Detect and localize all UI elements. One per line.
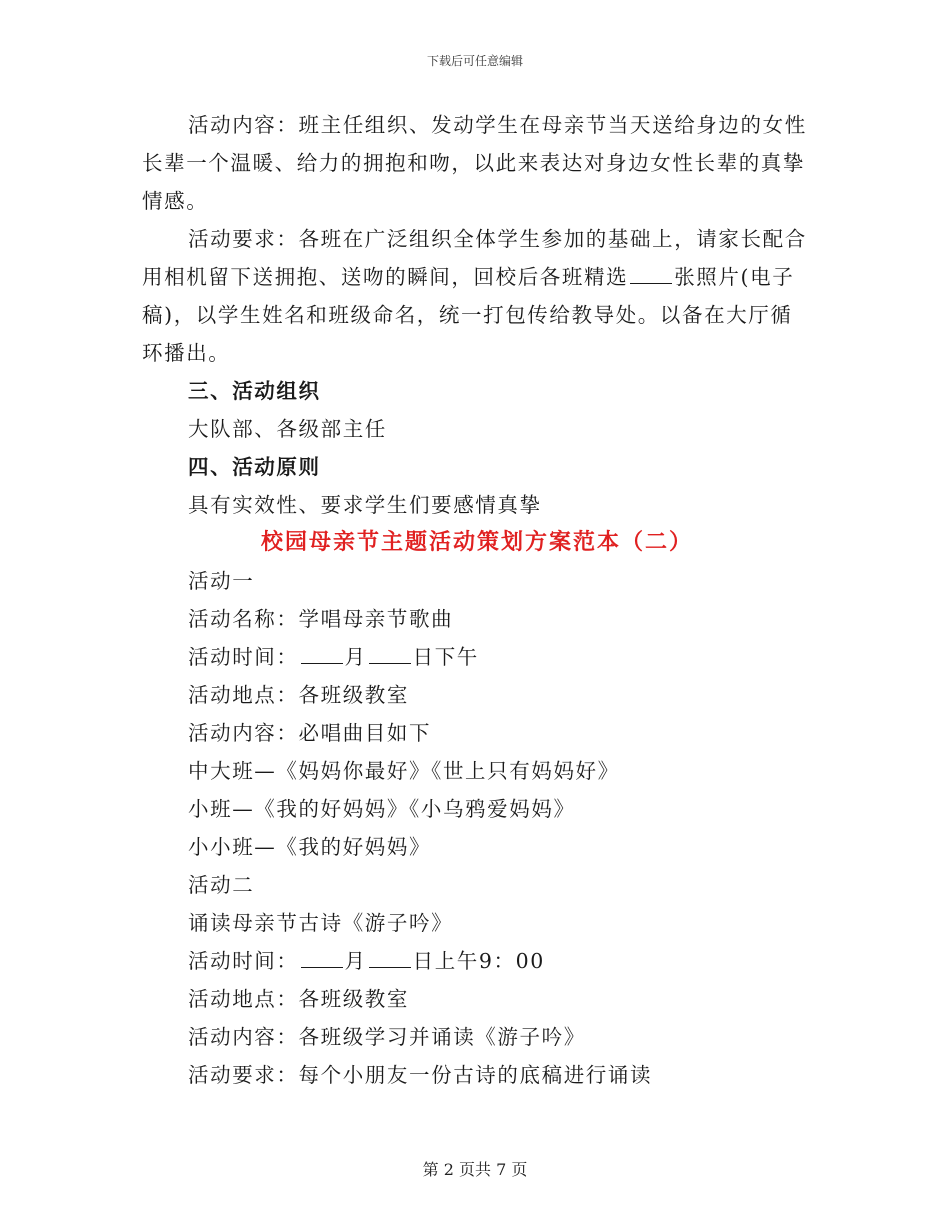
blank-line — [301, 645, 343, 664]
activity-two-label: 活动二 — [188, 873, 255, 897]
principles-text: 具有实效性、要求学生们要感情真挚 — [188, 493, 542, 517]
activity-one-name: 活动名称：学唱母亲节歌曲 — [188, 607, 454, 631]
blank-line — [630, 265, 672, 284]
requirements-text-start: 活动要求：各班在广泛组织全体学生参加的基础上，请家长配合用相机留下送拥抱、送吻的瞬间，回校后各班精选 — [142, 227, 807, 289]
time-day: 日下午 — [412, 645, 479, 669]
activity-one-time — [142, 638, 812, 676]
page-header: 下载后可任意编辑 — [426, 54, 523, 68]
paragraph-activity-content: 活动内容：班主任组织、发动学生在母亲节当天送给身边的女性长辈一个温暖、给力的拥抱和吻，以此来表达对身边女性长辈的真挚情感。 — [142, 113, 807, 213]
heading-principles: 四、活动原则 — [188, 455, 321, 479]
activity-two-content: 活动内容：各班级学习并诵读《游子吟》 — [188, 1025, 586, 1049]
song-list-item: 中大班—《妈妈你最好》《世上只有妈妈好》 — [188, 759, 620, 783]
paragraph-activity-requirements — [142, 220, 812, 372]
time-day: 日上午9：00 — [412, 949, 545, 973]
activity-two-place: 活动地点：各班级教室 — [188, 987, 409, 1011]
page-footer: 第 2 页共 7 页 — [422, 1160, 528, 1179]
organization-text: 大队部、各级部主任 — [188, 417, 387, 441]
activity-two-name: 诵读母亲节古诗《游子吟》 — [188, 911, 454, 935]
time-label: 活动时间： — [188, 645, 299, 669]
document-body — [142, 106, 812, 1094]
blank-line — [301, 949, 343, 968]
song-list-item: 小小班—《我的好妈妈》 — [188, 835, 432, 859]
blank-line — [369, 645, 411, 664]
activity-one-place: 活动地点：各班级教室 — [188, 683, 409, 707]
section-title: 校园母亲节主题活动策划方案范本（二） — [260, 530, 693, 555]
activity-two-requirements: 活动要求：每个小朋友一份古诗的底稿进行诵读 — [188, 1063, 653, 1087]
heading-organization: 三、活动组织 — [188, 379, 321, 403]
song-list-item: 小班—《我的好妈妈》《小乌鸦爱妈妈》 — [188, 797, 576, 821]
activity-two-time — [142, 942, 812, 980]
activity-one-content: 活动内容：必唱曲目如下 — [188, 721, 432, 745]
time-label: 活动时间： — [188, 949, 299, 973]
time-month: 月 — [344, 645, 367, 669]
activity-one-label: 活动一 — [188, 569, 255, 593]
blank-line — [369, 949, 411, 968]
time-month: 月 — [344, 949, 367, 973]
requirements-text-end: 张照片(电子稿)，以学生姓名和班级命名，统一打包传给教导处。以备在大厅循环播出。 — [142, 265, 795, 365]
